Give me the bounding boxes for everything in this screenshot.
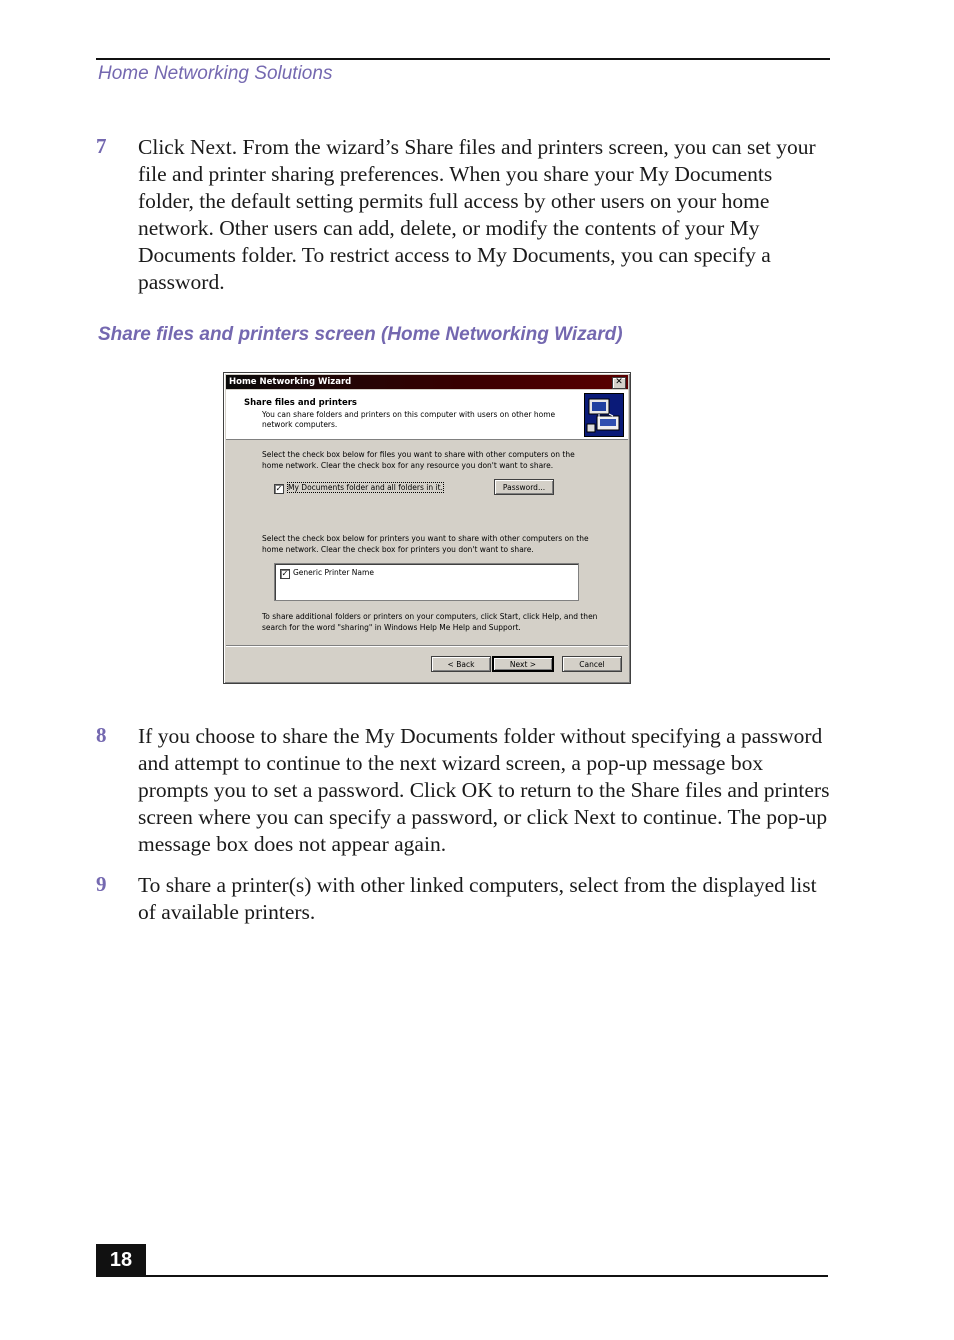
computer-network-icon xyxy=(584,393,624,437)
password-button[interactable]: Password... xyxy=(494,479,554,495)
printers-instructions: Select the check box below for printers you want to share with other computers on the home network. Clear the check box for printers you don't want to share. xyxy=(262,534,589,554)
my-documents-checkbox[interactable]: ✓ xyxy=(275,484,283,493)
step-text: Click Next. From the wizard’s Share files and printers screen, you can set your file and printer sharing preferences. When you share your My Documents folder, the default setting permits full access by other users on your home network. Other users can add, delete, or modify the contents of your My Documents folder. To restrict access to My Documents, you can specify a password. xyxy=(138,135,816,294)
footer-rule xyxy=(96,1275,828,1277)
home-networking-wizard-dialog xyxy=(223,372,631,684)
step-9 xyxy=(96,872,836,932)
button-separator xyxy=(226,645,628,647)
step-text: If you choose to share the My Documents folder without specifying a password and attempt to continue to the next wizard screen, a pop-up message box prompts you to set a password. Click OK to return to the Share files and printers screen where you can specify a password, or click Next to continue. The pop-up message box does not appear again. xyxy=(138,724,830,856)
back-button[interactable]: < Back xyxy=(431,656,491,672)
step-7 xyxy=(96,134,836,304)
next-button[interactable]: Next > xyxy=(492,656,554,672)
files-instructions: Select the check box below for files you want to share with other computers on the home network. Clear the check box for any resource you don't want to share. xyxy=(262,450,575,470)
printer-list[interactable] xyxy=(274,563,579,601)
step-number: 9 xyxy=(96,872,107,896)
my-documents-checkbox-label[interactable]: My Documents folder and all folders in it. xyxy=(288,483,443,492)
wizard-page-title: Share files and printers xyxy=(244,398,357,408)
cancel-button[interactable]: Cancel xyxy=(562,656,622,672)
step-text: To share a printer(s) with other linked computers, select from the displayed list of available printers. xyxy=(138,873,817,924)
step-number: 7 xyxy=(96,134,107,158)
step-8 xyxy=(96,723,836,863)
figure-caption: Share files and printers screen (Home Networking Wizard) xyxy=(98,324,623,345)
dialog-title: Home Networking Wizard xyxy=(229,377,352,387)
printer-name[interactable]: Generic Printer Name xyxy=(293,568,374,577)
header-rule xyxy=(96,58,830,60)
wizard-header xyxy=(226,390,628,440)
page-number: 18 xyxy=(96,1244,146,1277)
running-head: Home Networking Solutions xyxy=(98,63,333,84)
dialog-titlebar xyxy=(226,375,628,389)
printer-checkbox[interactable]: ✓ xyxy=(281,569,289,578)
wizard-page-subtitle: You can share folders and printers on this computer with users on other home network computers. xyxy=(262,410,556,429)
close-icon[interactable]: ✕ xyxy=(612,377,626,389)
step-number: 8 xyxy=(96,723,107,747)
footer-note: To share additional folders or printers on your computers, click Start, click Help, and then search for the word "sharing" in Windows Help Me Help and Support. xyxy=(262,612,598,632)
